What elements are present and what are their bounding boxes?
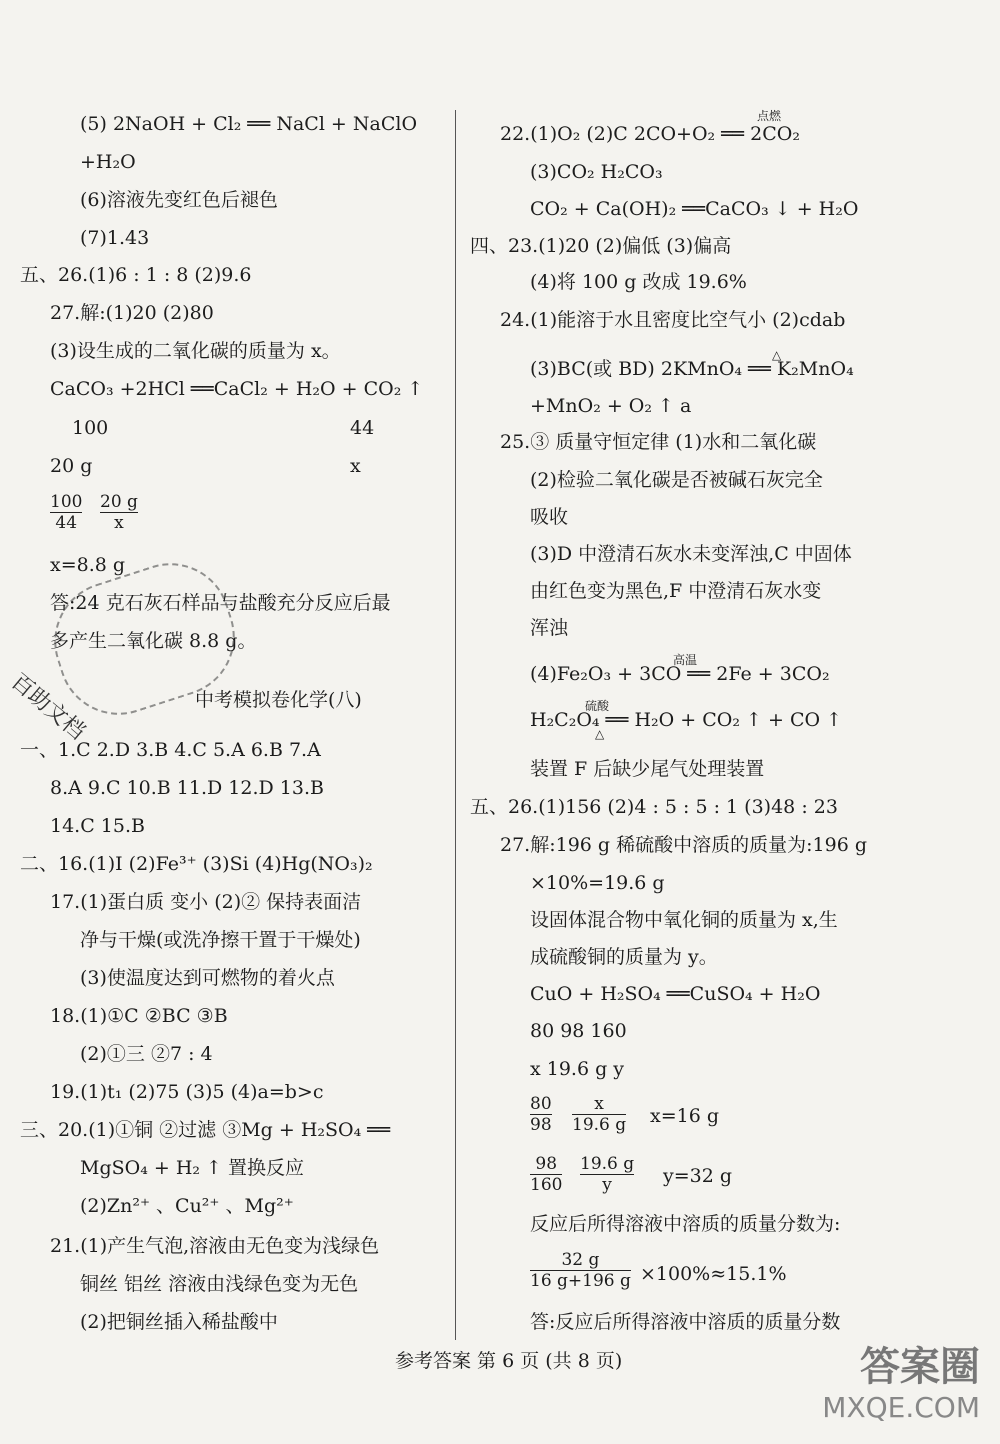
right-line: 答:反应后所得溶液中溶质的质量分数: [530, 1311, 841, 1333]
right-line: 22.(1)O₂ (2)C 2CO+O₂ ══ 2CO₂: [500, 123, 800, 145]
stamp-text: 百助文档: [5, 669, 90, 745]
right-line: 24.(1)能溶于水且密度比空气小 (2)cdab: [500, 309, 846, 331]
left-line: 17.(1)蛋白质 变小 (2)② 保持表面洁: [50, 891, 362, 913]
right-line: (4)Fe₂O₃ + 3CO ══ 2Fe + 3CO₂: [530, 663, 830, 685]
left-line: (2)Zn²⁺ 、Cu²⁺ 、Mg²⁺: [80, 1195, 294, 1217]
fraction-denominator: y: [602, 1175, 612, 1195]
right-line: 吸收: [530, 506, 569, 528]
fraction-numerator: 19.6 g: [580, 1154, 635, 1174]
fraction-numerator: 20 g: [100, 492, 138, 512]
fraction-denominator: 160: [530, 1175, 563, 1195]
right-line: ×10%=19.6 g: [530, 872, 665, 894]
right-line: CO₂ + Ca(OH)₂ ══CaCO₃ ↓ + H₂O: [530, 198, 859, 220]
right-line: 反应后所得溶液中溶质的质量分数为:: [530, 1213, 841, 1235]
watermark-logo: 答案圈: [860, 1343, 980, 1390]
fraction: [530, 1154, 562, 1195]
right-line: (3)CO₂ H₂CO₃: [530, 161, 663, 183]
right-line: (3)BC(或 BD) 2KMnO₄ ══ K₂MnO₄: [530, 358, 854, 380]
left-line: 44: [350, 417, 375, 439]
fraction-numerator: 98: [535, 1154, 558, 1174]
left-line: (6)溶液先变红色后褪色: [80, 189, 278, 211]
right-line: H₂C₂O₄ ══ H₂O + CO₂ ↑ + CO ↑: [530, 709, 843, 731]
left-line: 五、26.(1)6 : 1 : 8 (2)9.6: [20, 264, 252, 286]
left-line: 答:24 克石灰石样品与盐酸充分反应后最: [50, 592, 391, 614]
fraction: [530, 1094, 552, 1135]
right-line: (2)检验二氧化碳是否被碱石灰完全: [530, 469, 823, 491]
left-line: 21.(1)产生气泡,溶液由无色变为浅绿色: [50, 1235, 380, 1257]
left-line: MgSO₄ + H₂ ↑ 置换反应: [80, 1157, 305, 1179]
fraction-numerator: 80: [530, 1094, 552, 1114]
left-line: 二、16.(1)I (2)Fe³⁺ (3)Si (4)Hg(NO₃)₂: [20, 853, 373, 875]
fraction: [100, 492, 138, 533]
right-line: (3)D 中澄清石灰水未变浑浊,C 中固体: [530, 543, 852, 565]
right-line: CuO + H₂SO₄ ══CuSO₄ + H₂O: [530, 983, 821, 1005]
left-line: x=8.8 g: [50, 554, 126, 576]
left-line: 多产生二氧化碳 8.8 g。: [50, 630, 257, 652]
left-line: 18.(1)①C ②BC ③B: [50, 1005, 228, 1027]
fraction: [530, 1250, 631, 1291]
right-line: y=32 g: [663, 1165, 733, 1187]
left-line: CaCO₃ +2HCl ══CaCl₂ + H₂O + CO₂ ↑: [50, 378, 424, 400]
right-line: 四、23.(1)20 (2)偏低 (3)偏高: [470, 235, 732, 257]
left-line: (5) 2NaOH + Cl₂ ══ NaCl + NaClO: [80, 113, 418, 135]
reaction-condition: △: [772, 348, 782, 362]
fraction-denominator: 19.6 g: [572, 1115, 627, 1135]
left-line: (3)设生成的二氧化碳的质量为 x。: [50, 340, 341, 362]
reaction-condition: 点燃: [757, 109, 782, 123]
right-line: x=16 g: [650, 1105, 720, 1127]
right-line: 五、26.(1)156 (2)4 : 5 : 5 : 1 (3)48 : 23: [470, 796, 838, 818]
left-line: 20 g: [50, 455, 93, 477]
right-line: 成硫酸铜的质量为 y。: [530, 946, 718, 968]
right-line: 80 98 160: [530, 1020, 627, 1042]
right-line: (4)将 100 g 改成 19.6%: [530, 271, 747, 293]
fraction-denominator: 44: [55, 513, 78, 533]
watermark-url: MXQE.COM: [822, 1391, 980, 1424]
left-line: 净与干燥(或洗净擦干置于干燥处): [80, 929, 361, 951]
left-line: 100: [72, 417, 109, 439]
left-line: 14.C 15.B: [50, 815, 145, 837]
left-line: 三、20.(1)①铜 ②过滤 ③Mg + H₂SO₄ ══: [20, 1119, 391, 1141]
reaction-condition: 硫酸: [585, 699, 610, 713]
left-line: (3)使温度达到可燃物的着火点: [80, 967, 335, 989]
right-line: 浑浊: [530, 617, 569, 639]
reaction-condition: △: [595, 727, 605, 741]
fraction-denominator: 98: [530, 1115, 552, 1135]
reaction-condition: 高温: [673, 653, 698, 667]
column-divider: [455, 110, 456, 1340]
left-line: 中考模拟卷化学(八): [195, 689, 362, 711]
fraction-denominator: 16 g+196 g: [530, 1271, 631, 1291]
right-line: 设固体混合物中氧化铜的质量为 x,生: [530, 909, 838, 931]
fraction-numerator: x: [594, 1094, 604, 1114]
right-line: x 19.6 g y: [530, 1058, 625, 1080]
left-line: (2)把铜丝插入稀盐酸中: [80, 1311, 278, 1333]
left-line: (2)①三 ②7 : 4: [80, 1043, 213, 1065]
left-line: x: [350, 455, 361, 477]
left-line: +H₂O: [80, 151, 136, 173]
left-line: 一、1.C 2.D 3.B 4.C 5.A 6.B 7.A: [20, 739, 321, 761]
left-line: 19.(1)t₁ (2)75 (3)5 (4)a=b>c: [50, 1081, 324, 1103]
fraction-numerator: 32 g: [561, 1250, 600, 1270]
left-line: (7)1.43: [80, 227, 150, 249]
right-line: 装置 F 后缺少尾气处理装置: [530, 758, 765, 780]
right-line: ×100%≈15.1%: [640, 1263, 787, 1285]
fraction: [50, 492, 82, 533]
left-line: 8.A 9.C 10.B 11.D 12.D 13.B: [50, 777, 324, 799]
fraction-denominator: x: [114, 513, 124, 533]
fraction-numerator: 100: [50, 492, 83, 512]
page-footer: 参考答案 第 6 页 (共 8 页): [395, 1350, 623, 1372]
fraction: [580, 1154, 634, 1195]
left-line: 铜丝 铝丝 溶液由浅绿色变为无色: [80, 1273, 359, 1295]
left-line: 27.解:(1)20 (2)80: [50, 302, 214, 324]
right-line: 25.③ 质量守恒定律 (1)水和二氧化碳: [500, 431, 817, 453]
right-line: +MnO₂ + O₂ ↑ a: [530, 395, 692, 417]
fraction: [572, 1094, 626, 1135]
right-line: 27.解:196 g 稀硫酸中溶质的质量为:196 g: [500, 834, 867, 856]
right-line: 由红色变为黑色,F 中澄清石灰水变: [530, 580, 822, 602]
